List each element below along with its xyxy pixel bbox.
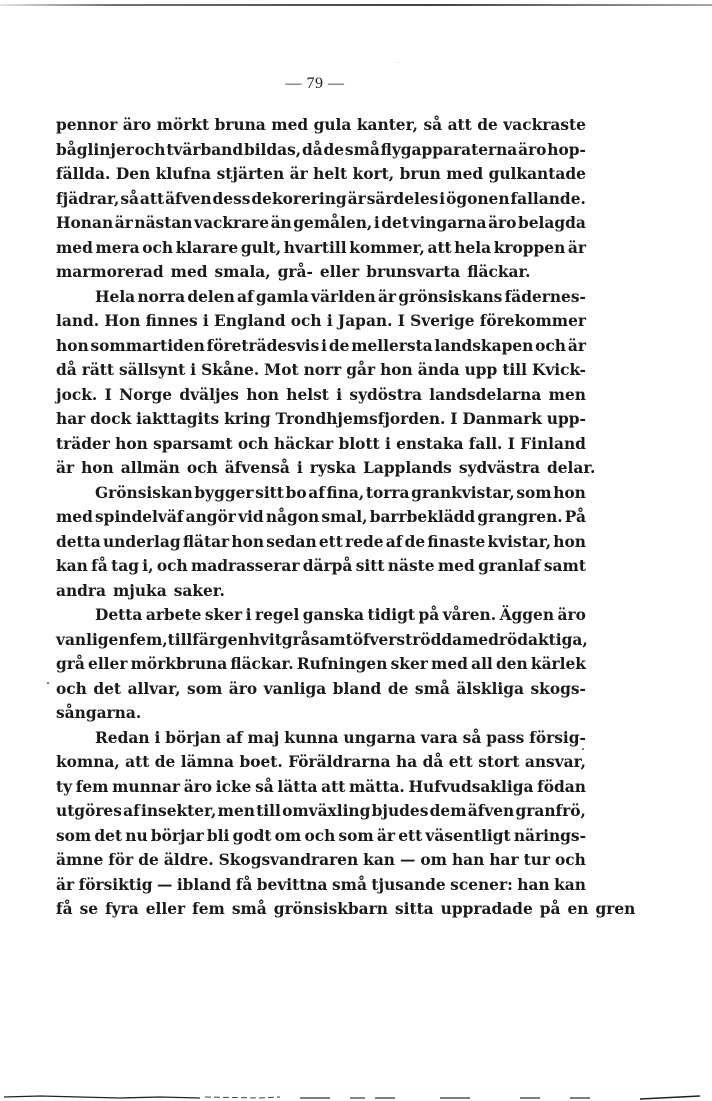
text-line: andra mjuka saker. [56,581,225,600]
text-line: få se fyra eller fem små grönsiskbarn sitta uppradade på en gren [56,900,636,918]
paragraph [56,481,586,604]
text-line: fällda. Den klufna stjärten är helt kort, brun med gulkantade [56,165,586,183]
bottom-edge-marks [0,1094,712,1100]
text-line: fjädrar, så att äfven dess dekorering är särdeles i ögonen fallande. [56,189,586,208]
text-line: ämne för de äldre. Skogsvandraren kan — om han har tur och [56,851,586,869]
text-line: grå eller mörkbruna fläckar. Rufningen sker med all den kärlek [56,655,586,673]
text-line: båglinjer och tvärband bildas, då de små flygapparaterna äro hop- [56,140,586,159]
text-line: med mera och klarare gult, hvartill kommer, att hela kroppen är [56,238,586,257]
body-text [56,113,636,922]
text-line: detta underlag flätar hon sedan ett rede af de finaste kvistar, hon [56,532,586,551]
text-line: Grönsiskan bygger sitt bo af fina, torra grankvistar, som hon [95,483,586,502]
text-line: har dock iakttagits kring Trondhjemsfjorden. I Danmark upp- [56,410,586,428]
paragraph [56,726,636,922]
text-line: komna, att de lämna boet. Föräldrarna ha då ett stort ansvar, [56,753,586,771]
paper-speck [582,748,584,750]
text-line: hon sommartiden företrädesvis i de mellersta landskapen och är [56,336,586,355]
text-line: kan få tag i, och madrasserar därpå sitt näste med granlaf samt [56,557,586,575]
text-line: pennor äro mörkt bruna med gula kanter, så att de vackraste [56,116,586,134]
text-line: är hon allmän och äfvenså i ryska Lapplands sydvästra delar. [56,459,596,477]
text-line: och det allvar, som äro vanliga bland de små älskliga skogs- [56,679,586,698]
text-line: marmorerad med smala, grå- eller brunsvarta fläckar. [56,263,531,281]
paragraph [56,603,586,726]
paper-speck [47,682,49,684]
text-line: med spindelväf angör vid någon smal, barrbeklädd grangren. På [56,508,586,526]
text-line: Detta arbete sker i regel ganska tidigt på våren. Äggen äro [95,606,586,624]
paragraph [56,285,596,481]
text-line: är försiktig — ibland få bevittna små tjusande scener: han kan [56,875,586,894]
top-edge-rule [0,4,712,6]
paper-speck [398,62,399,63]
text-line: utgöres af insekter, men till omväxling bjudes dem äfven granfrö, [56,802,586,820]
text-line: jock. I Norge dväljes hon helst i sydöstra landsdelarna men [56,385,586,404]
page-number: — 79 — [285,75,345,92]
text-line: sångarna. [56,704,142,722]
text-line: ty fem munnar äro icke så lätta att mätta. Hufvudsakliga födan [56,777,586,796]
text-line: Redan i början af maj kunna ungarna vara så pass försig- [95,728,586,747]
text-line: Honan är nästan vackrare än gemålen, i det vingarna äro belagda [56,214,586,232]
text-line: som det nu börjar bli godt om och som är ett väsentligt närings- [56,826,586,845]
text-line: land. Hon finnes i England och i Japan. I Sverige förekommer [56,312,586,330]
text-line: då rätt sällsynt i Skåne. Mot norr går hon ända upp till Kvick- [56,361,586,379]
text-line: Hela norra delen af gamla världen är grönsiskans fädernes- [95,287,586,306]
text-line: träder hon sparsamt och häckar blott i enstaka fall. I Finland [56,434,586,453]
paragraph [56,113,586,285]
text-line: vanligen fem, till färgen hvitgrå samt öfverströdda med rödaktiga, [56,630,588,649]
